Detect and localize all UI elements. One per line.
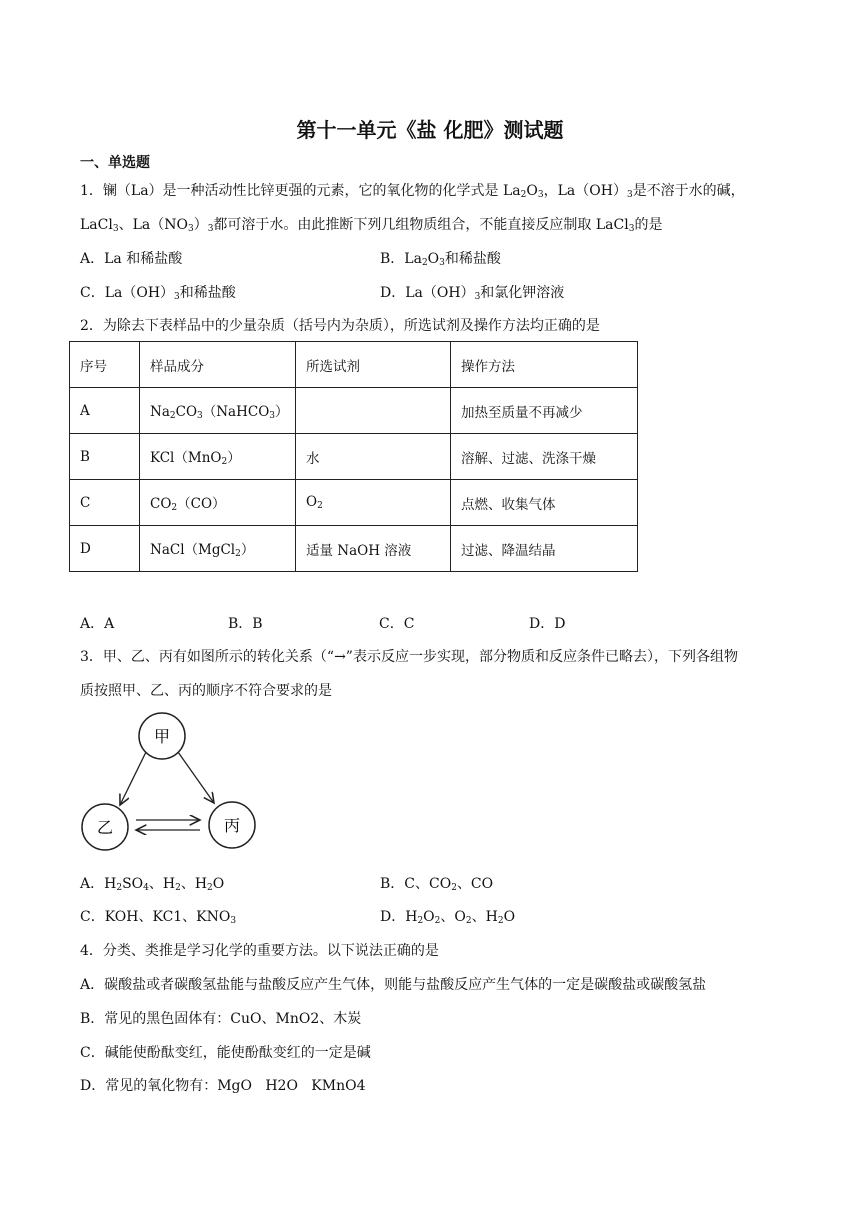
q4-option-b[interactable]: B．常见的黑色固体有：CuO、MnO2、木炭 [80, 1011, 362, 1027]
q2-option-d[interactable]: D．D [529, 616, 566, 632]
q1-option-a[interactable]: A．La 和稀盐酸 [80, 251, 183, 267]
node-jia-label: 甲 [153, 727, 171, 746]
table-row [70, 388, 638, 434]
q3-option-c[interactable]: C．KOH、KC1、$KNO_3$ [80, 909, 237, 926]
q2-option-b[interactable]: B．B [228, 616, 263, 632]
row-id: A [70, 388, 140, 434]
header-cell: 操作方法 [451, 342, 638, 388]
q2-option-a[interactable]: A．A [80, 616, 115, 632]
section-heading: 一、单选题 [80, 155, 150, 171]
row-method: 加热至质量不再减少 [451, 388, 638, 434]
q1-stem-line2: LaCl$_3$、$La(NO_3)_3$都可溶于水。由此推断下列几组物质组合，不能直接反应制取 LaCl$_3$的是 [80, 217, 663, 234]
q1-option-d[interactable]: D．$La(OH)_3$和氯化钾溶液 [380, 285, 565, 302]
row-method: 溶解、过滤、洗涤干燥 [451, 434, 638, 480]
q3-option-d[interactable]: D．$H_2O_2$、$O_2$、$H_2O$ [380, 909, 516, 926]
row-method: 过滤、降温结晶 [451, 526, 638, 572]
row-id: C [70, 480, 140, 526]
table-row [70, 526, 638, 572]
row-sample: KCl（MnO$_2$） [140, 434, 296, 480]
row-sample: $CO_2(CO)$ [140, 480, 296, 526]
table-header-row [70, 342, 638, 388]
row-id: B [70, 434, 140, 480]
q3-stem-line1: 3．甲、乙、丙有如图所示的转化关系（“→”表示反应一步实现，部分物质和反应条件已略去），下列各组物 [80, 649, 738, 665]
q4-stem: 4．分类、类推是学习化学的重要方法。以下说法正确的是 [80, 943, 439, 959]
conversion-diagram [70, 705, 270, 860]
row-sample: $Na_2CO_3(NaHCO_3)$ [140, 388, 296, 434]
q4-option-c[interactable]: C．碱能使酚酞变红，能使酚酞变红的一定是碱 [80, 1045, 371, 1061]
row-id: D [70, 526, 140, 572]
row-method: 点燃、收集气体 [451, 480, 638, 526]
q4-option-a[interactable]: A．碳酸盐或者碳酸氢盐能与盐酸反应产生气体，则能与盐酸反应产生气体的一定是碳酸盐或碳酸氢盐 [80, 977, 707, 993]
arrow-jia-to-yi [120, 752, 146, 805]
node-yi-label: 乙 [96, 818, 114, 837]
row-reagent: $O_2$ [296, 480, 451, 526]
row-reagent: 水 [296, 434, 451, 480]
page-title: 第十一单元《盐 化肥》测试题 [296, 118, 564, 142]
impurity-table [69, 341, 638, 572]
header-cell: 样品成分 [140, 342, 296, 388]
q3-option-a[interactable]: A．$H_2SO_4$、$H_2$、$H_2O$ [80, 876, 225, 893]
table-row [70, 434, 638, 480]
q3-stem-line2: 质按照甲、乙、丙的顺序不符合要求的是 [80, 683, 332, 699]
table-row [70, 480, 638, 526]
row-reagent: 适量 NaOH 溶液 [296, 526, 451, 572]
q1-option-c[interactable]: C．$La(OH)_3$和稀盐酸 [80, 285, 236, 302]
q1-stem-line1: 1．镧（La）是一种活动性比锌更强的元素，它的氧化物的化学式是 $La_2O_3$，$La(OH)_3$是不溶于水的碱， [80, 183, 745, 200]
q2-stem: 2．为除去下表样品中的少量杂质（括号内为杂质），所选试剂及操作方法均正确的是 [80, 318, 600, 334]
node-bing-label: 丙 [223, 816, 241, 835]
header-cell: 序号 [70, 342, 140, 388]
row-sample: NaCl（MgCl$_2$） [140, 526, 296, 572]
header-cell: 所选试剂 [296, 342, 451, 388]
q4-option-d[interactable]: D．常见的氧化物有：MgO H2O KMnO4 [80, 1078, 366, 1094]
q2-option-c[interactable]: C．C [379, 616, 415, 632]
q1-option-b[interactable]: B．$La_2O_3$和稀盐酸 [380, 251, 501, 268]
arrow-jia-to-bing [178, 752, 214, 803]
row-reagent [296, 388, 451, 434]
q3-option-b[interactable]: B．C、$CO_2$、CO [380, 876, 494, 893]
